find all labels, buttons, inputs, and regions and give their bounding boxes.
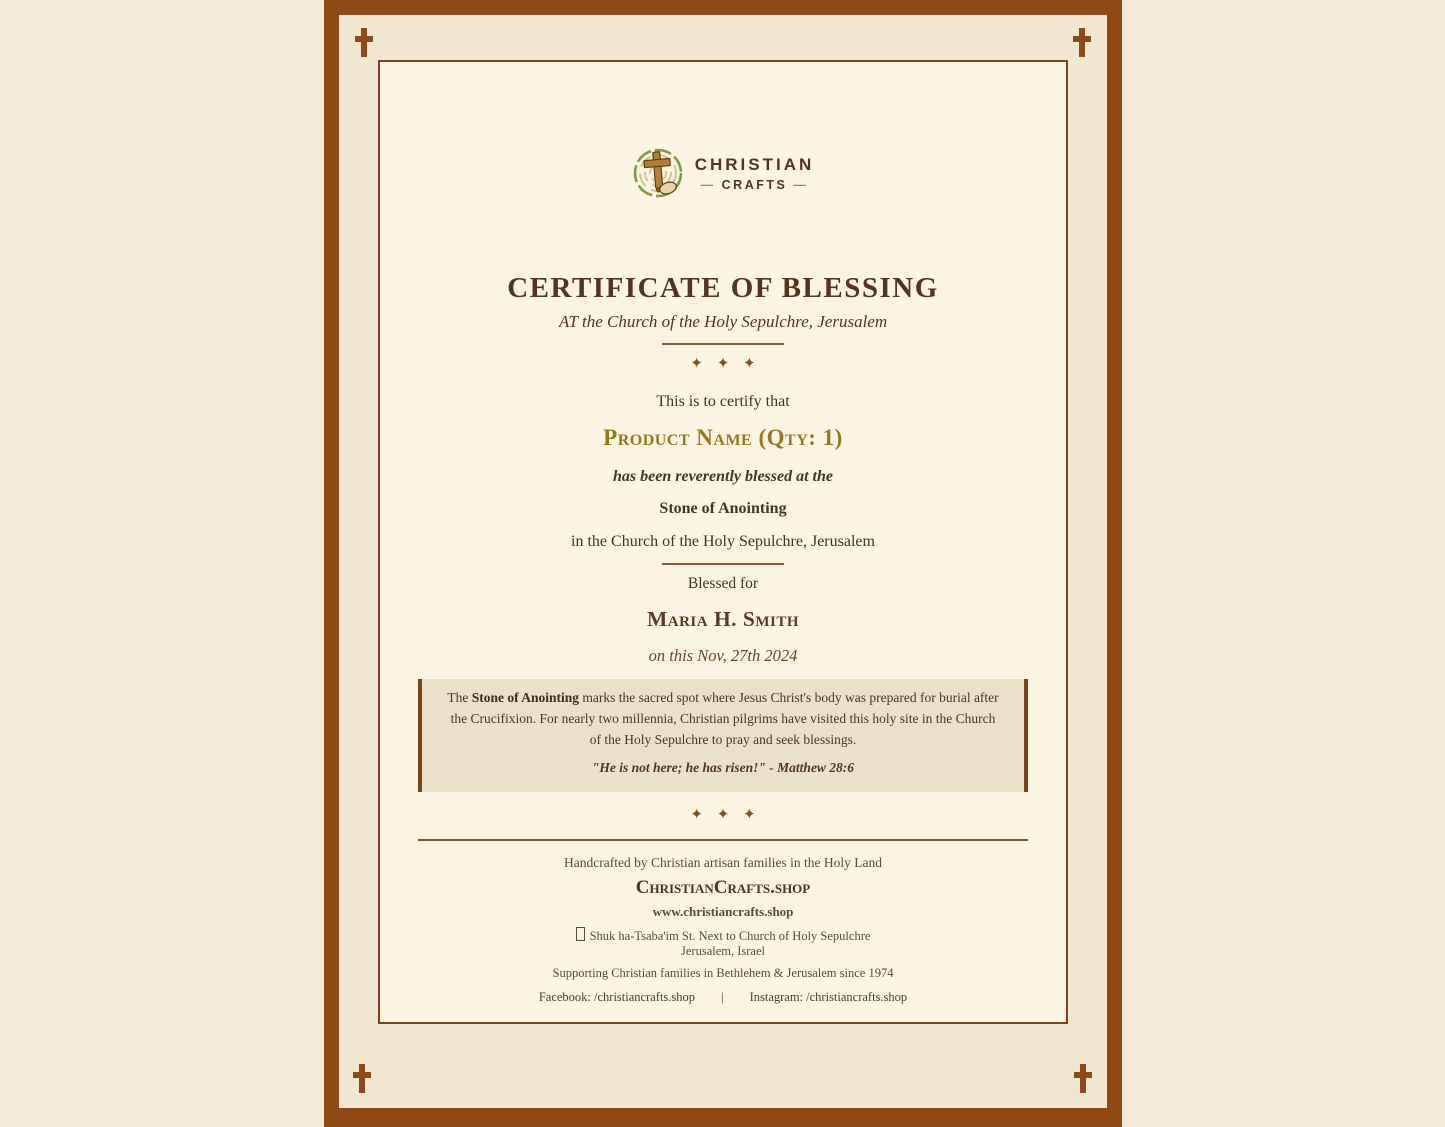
diamond-ornament: ✦ ✦ ✦ (690, 356, 756, 372)
blessing-date: on this Nov, 27th 2024 (648, 646, 798, 665)
cross-icon (353, 1064, 371, 1093)
website-url: www.christiancrafts.shop (652, 903, 794, 919)
certificate-title: CERTIFICATE OF BLESSING (507, 272, 939, 304)
logo-wordmark (695, 155, 815, 192)
footer-brand-name: ChristianCrafts.shop (635, 876, 811, 898)
social-links-line (380, 990, 1066, 1005)
facebook-handle: Facebook: /christiancrafts.shop (538, 990, 696, 1005)
address-line-1 (380, 927, 1066, 943)
address-line-2: Jerusalem, Israel (681, 944, 765, 959)
scripture-quote: "He is not here; he has risen!" - Matthew 28:6 (591, 759, 855, 775)
blessed-for-label: Blessed for (687, 575, 759, 592)
church-location-text: in the Church of the Holy Sepulchre, Jerusalem (571, 533, 875, 550)
instagram-handle: Instagram: /christiancrafts.shop (749, 990, 908, 1005)
logo-dash-left: — (700, 177, 716, 192)
stone-info-text-bold: Stone of Anointing (471, 690, 579, 705)
logo-wordmark-crafts: CRAFTS (721, 177, 788, 192)
cross-icon (1073, 28, 1091, 57)
logo-cross-badge-icon (632, 147, 684, 199)
supporting-text: Supporting Christian families in Bethlehem & Jerusalem since 1974 (552, 966, 894, 981)
product-name: Product Name (Qty: 1) (603, 425, 843, 450)
certificate-panel (378, 60, 1068, 1024)
footer-divider-line (418, 839, 1028, 841)
cross-icon (1074, 1064, 1092, 1093)
stone-info-text-suffix: marks the sacred spot where Jesus Christ's body was prepared for burial after the Crucifixion. For nearly two millennia, Christian pilgrims have visited this holy site in the Church of the Holy Sepulchre to pray and seek blessings. (450, 690, 999, 747)
divider-line (662, 563, 784, 565)
location-pin-missing-glyph-icon (576, 927, 585, 941)
cross-icon (355, 28, 373, 57)
logo-wordmark-line2 (695, 178, 815, 192)
diamond-ornament: ✦ ✦ ✦ (690, 806, 756, 823)
social-separator: | (721, 990, 724, 1005)
divider-line (662, 343, 784, 345)
certificate-subtitle: AT the Church of the Holy Sepulchre, Jerusalem (558, 312, 888, 331)
stone-info-text-prefix: The (447, 690, 472, 705)
address-street: Shuk ha-Tsaba'im St. Next to Church of Holy Sepulchre (589, 928, 871, 943)
stone-info-box (418, 679, 1028, 792)
certify-text: This is to certify that (656, 393, 790, 410)
stone-info-text (446, 688, 1000, 751)
recipient-name: Maria H. Smith (646, 607, 800, 631)
handcrafted-text: Handcrafted by Christian artisan families in the Holy Land (564, 854, 882, 870)
logo-dash-right: — (793, 177, 809, 192)
decorative-frame (324, 0, 1122, 1127)
stone-of-anointing-text: Stone of Anointing (659, 500, 787, 517)
brand-logo (380, 146, 1066, 200)
logo-wordmark-line1: CHRISTIAN (694, 154, 815, 174)
blessed-at-text: has been reverently blessed at the (613, 468, 833, 485)
